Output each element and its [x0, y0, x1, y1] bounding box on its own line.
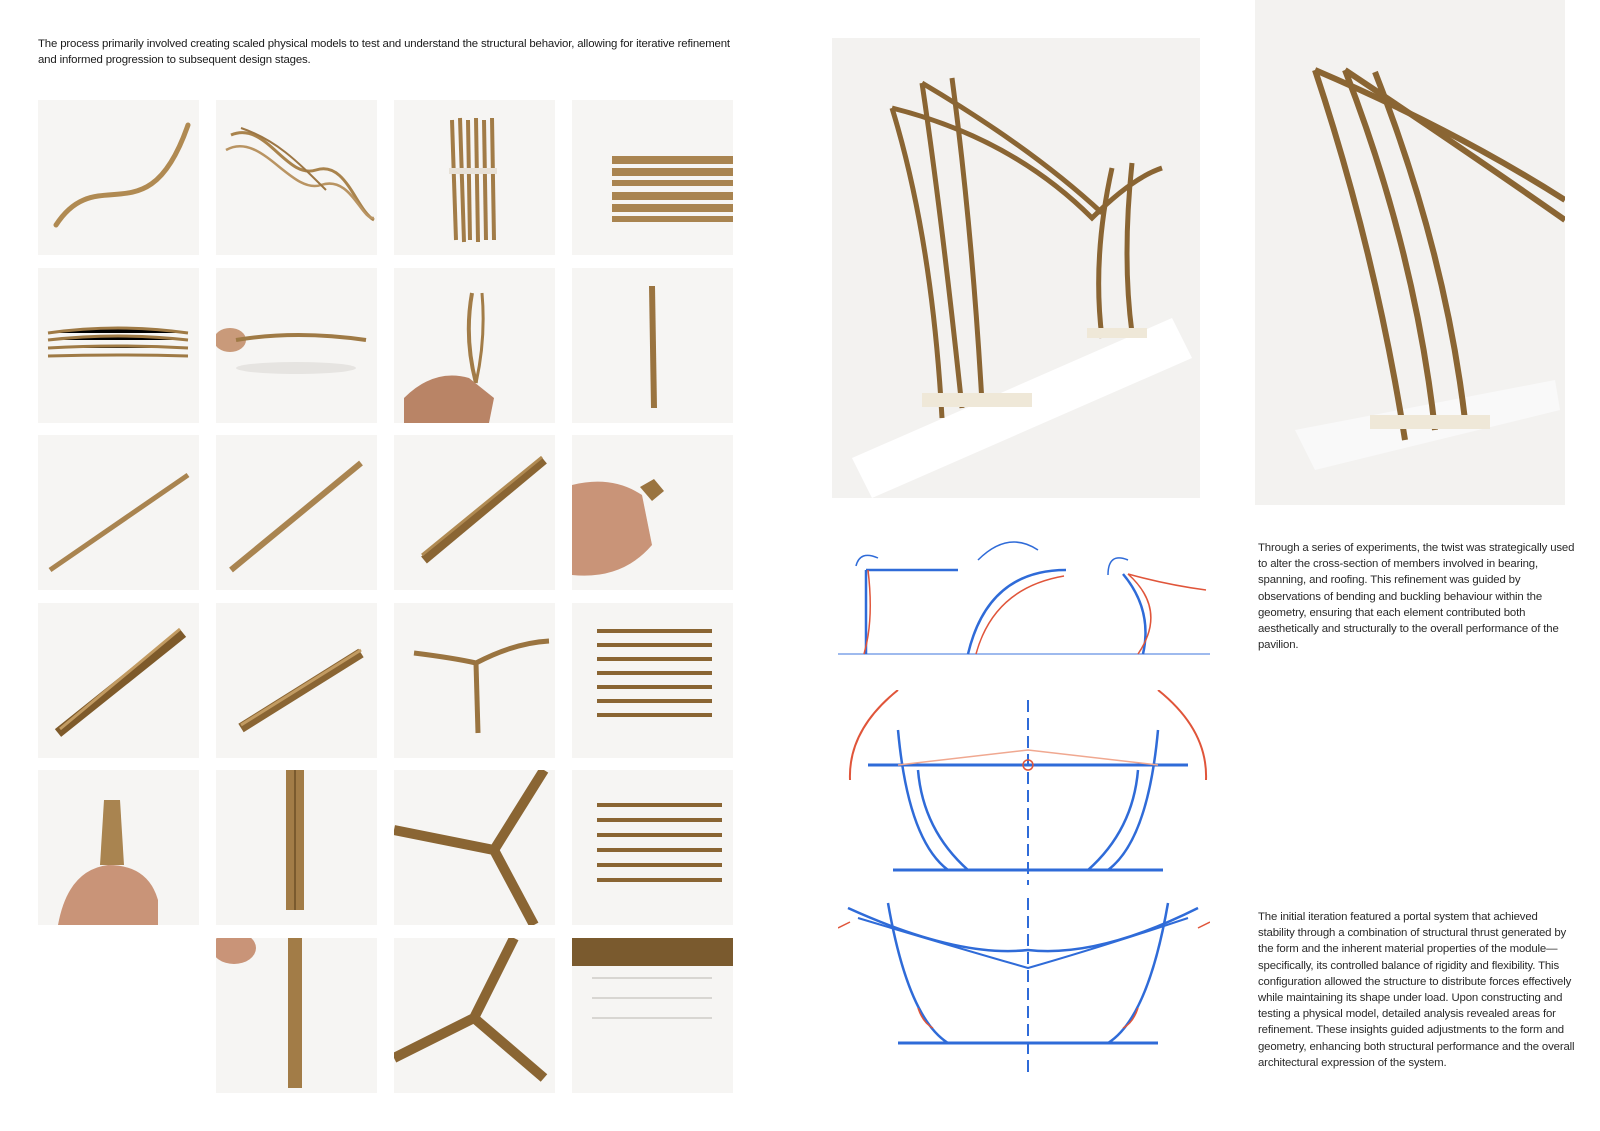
paragraph-twist-experiments: Through a series of experiments, the twist was strategically used to alter the cross-section of members involved in bearing, spanning, and roofing. This refinement was guided by observations of bending and buckling behaviour within the geometry, ensuring that each element contributed both aesthetically and structurally to the overall performance of the pavilion. [1258, 542, 1575, 652]
diagram-refined-form [838, 898, 1210, 1073]
paragraph-initial-iteration: The initial iteration featured a portal system that achieved stability through a combination of structural thrust generated by the form and the inherent material properties of the module—specifically, its controlled balance of rigidity and flexibility. This configuration allowed the structure to distribute forces effectively while maintaining its shape under load. Upon constructing and testing a physical model, detailed analysis revealed areas for refinement. These insights guided adjustments to the form and geometry, enhancing both structural performance and the overall architectural expression of the system. [1258, 911, 1575, 1069]
photo-horizontal-stack [572, 100, 733, 255]
photo-hand-column [216, 938, 377, 1093]
photo-single-curved-strip [38, 100, 199, 255]
photo-tripod-joint [394, 603, 555, 758]
photo-woven-panel [572, 603, 733, 758]
photo-hand-holding-triangle [38, 770, 199, 925]
photo-twisted-x-module [38, 603, 199, 758]
intro-text: The process primarily involved creating scaled physical models to test and understand the structural behavior, allowing for iterative refinement and informed progression to subsequent design stages. [38, 38, 730, 66]
photo-pavilion-side-view [1255, 0, 1565, 505]
photo-hand-bending-strip [216, 268, 377, 423]
photo-woven-panel-2 [572, 770, 733, 925]
photo-hand-holding-knot [572, 435, 733, 590]
photo-wavy-strips [216, 100, 377, 255]
photo-bundled-horizontal [38, 268, 199, 423]
diagram-bending-behaviour [838, 530, 1210, 675]
photo-vertical-single [572, 268, 733, 423]
photo-vertical-bundle [394, 100, 555, 255]
photo-diagonal-twisted [216, 435, 377, 590]
photo-vertical-column [216, 770, 377, 925]
photo-hand-holding-twisted [394, 268, 555, 423]
photo-woven-roof [572, 938, 733, 1093]
photo-pavilion-model [832, 38, 1200, 498]
photo-joint-closeup-2 [394, 938, 555, 1093]
photo-diagonal-bundle [394, 435, 555, 590]
photo-twisted-module-2 [216, 603, 377, 758]
diagram-portal-forces [838, 690, 1210, 885]
photo-joint-closeup [394, 770, 555, 925]
photo-diagonal-thin [38, 435, 199, 590]
